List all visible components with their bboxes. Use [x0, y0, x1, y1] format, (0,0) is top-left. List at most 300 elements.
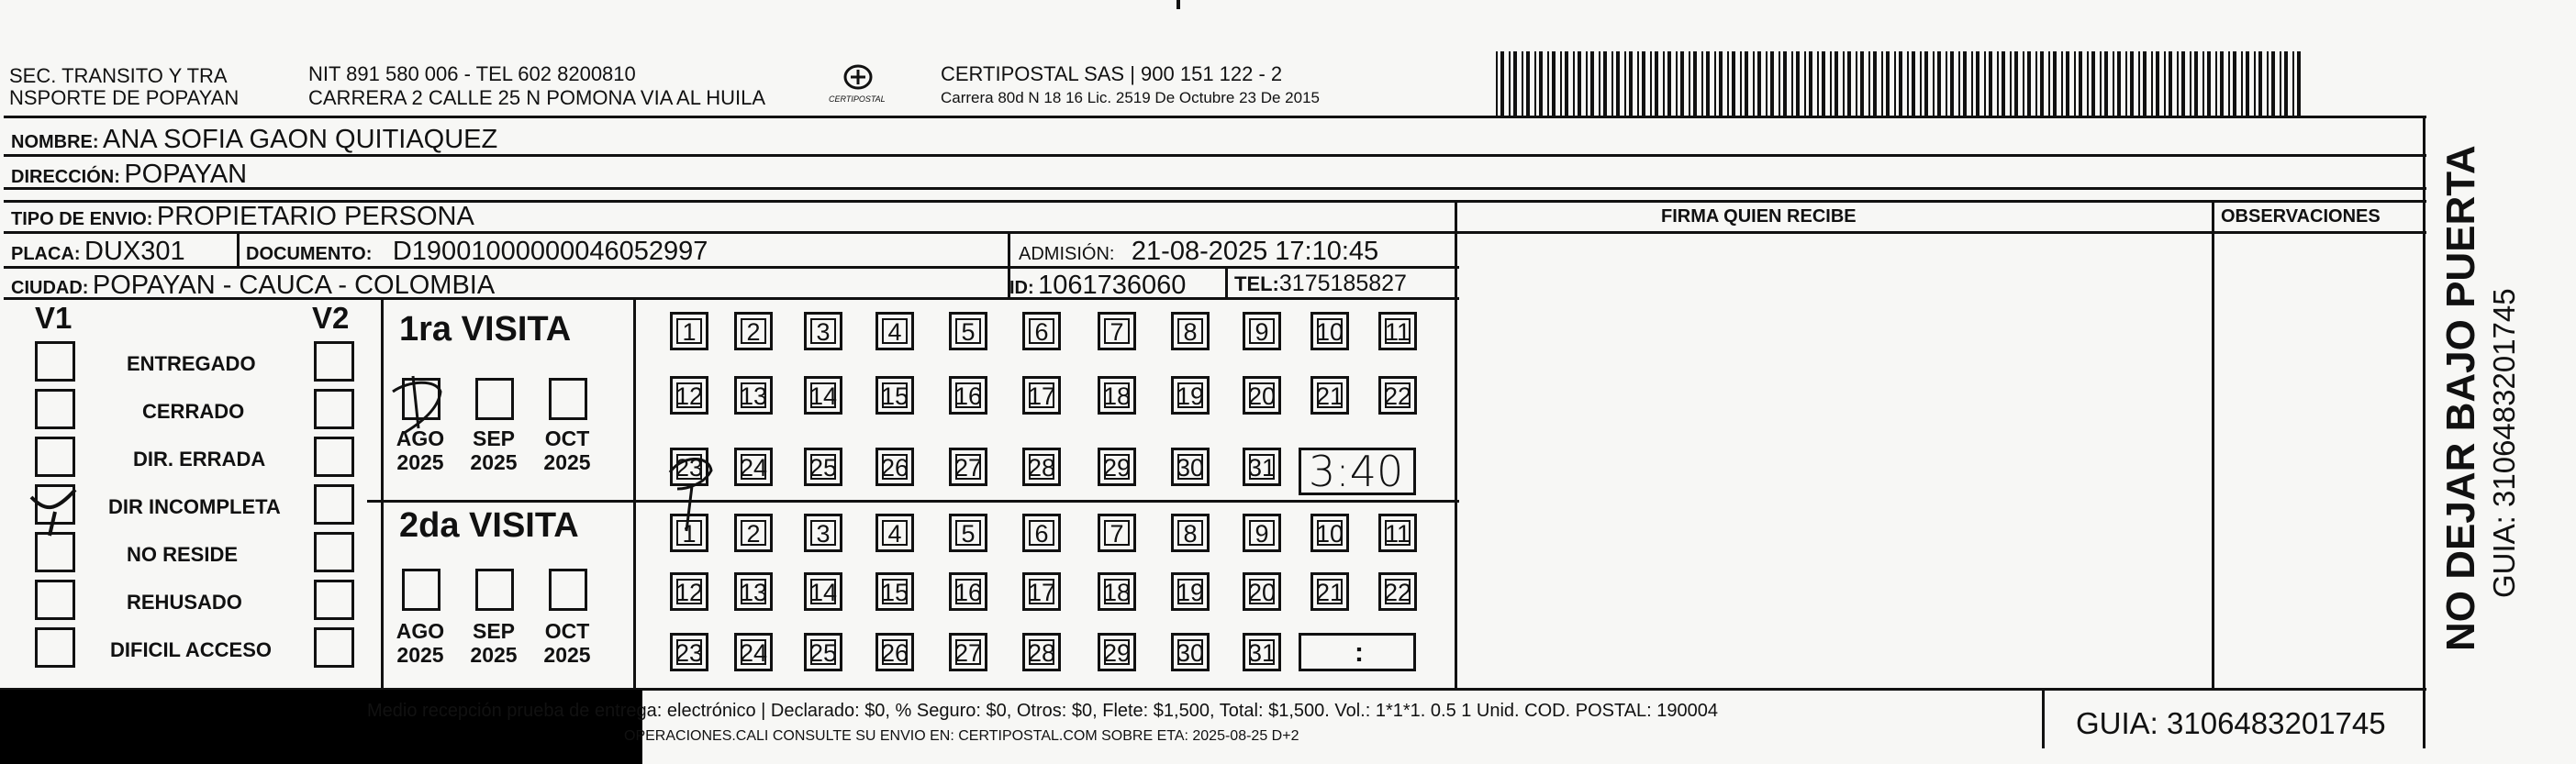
status-label: NO RESIDE [127, 543, 239, 566]
second-visit-day-16[interactable] [949, 572, 987, 611]
barcode-bar [2023, 51, 2024, 116]
second-visit-day-13[interactable] [734, 572, 773, 611]
day-number: 18 [1102, 382, 1132, 410]
barcode-bar [1817, 51, 1819, 116]
day-number: 31 [1247, 453, 1277, 482]
barcode-bar [2284, 51, 2288, 116]
barcode-bar [1912, 51, 1915, 116]
second-visit-day-19[interactable] [1171, 572, 1210, 611]
barcode-bar [2151, 51, 2153, 116]
second-month-box[interactable] [549, 569, 587, 611]
second-visit-day-7[interactable] [1098, 514, 1136, 552]
barcode-bar [1899, 51, 1902, 116]
second-visit-day-18[interactable] [1098, 572, 1136, 611]
month-label [540, 426, 595, 475]
barcode-bar [2091, 51, 2095, 116]
barcode-bar [1984, 51, 1986, 116]
day-number: 13 [739, 578, 768, 606]
second-visit-day-28[interactable] [1022, 633, 1061, 671]
first-visit-day-4[interactable] [875, 312, 914, 350]
day-inner-border [1104, 639, 1130, 665]
barcode-bar [2258, 51, 2262, 116]
barcode-bar [2164, 51, 2166, 116]
second-visit-day-17[interactable] [1022, 572, 1061, 611]
day-inner-border [1104, 318, 1130, 344]
barcode-bar [1924, 51, 1928, 116]
barcode-bar [2156, 51, 2159, 116]
barcode-bar [1989, 51, 1992, 116]
status-label: DIR. ERRADA [133, 448, 266, 471]
handwritten-check-ago [385, 371, 459, 436]
second-visit-day-24[interactable] [734, 633, 773, 671]
barcode-bar [2130, 51, 2134, 116]
day-number: 23 [675, 638, 704, 667]
barcode-bar [1843, 51, 1845, 116]
barcode-bar [2169, 51, 2172, 116]
second-visit-day-8[interactable] [1171, 514, 1210, 552]
tel-label: TEL: [1234, 272, 1279, 295]
first-visit-day-26[interactable] [875, 448, 914, 486]
placa-row [11, 238, 185, 265]
second-visit-day-3[interactable] [804, 514, 842, 552]
tel-value: 3175185827 [1278, 271, 1407, 296]
day-number: 28 [1027, 453, 1056, 482]
v1-checkbox-5[interactable] [35, 580, 75, 620]
company-name: CERTIPOSTAL SAS | 900 151 122 - 2 [941, 62, 1283, 85]
first-visit-day-11[interactable] [1378, 312, 1417, 350]
day-number: 14 [808, 578, 838, 606]
second-visit-day-23[interactable] [670, 633, 708, 671]
day-number: 17 [1027, 578, 1056, 606]
day-inner-border [955, 639, 981, 665]
day-inner-border [810, 318, 836, 344]
barcode-bar [1958, 51, 1960, 116]
barcode-bar [2254, 51, 2256, 116]
direccion-row [11, 161, 247, 188]
day-number: 20 [1247, 382, 1277, 410]
barcode-bar [1868, 51, 1870, 116]
first-visit-day-7[interactable] [1098, 312, 1136, 350]
first-visit-day-29[interactable] [1098, 448, 1136, 486]
first-visit-day-10[interactable] [1310, 312, 1349, 350]
certipostal-logo [831, 61, 886, 110]
barcode-bar [1834, 51, 1838, 116]
first-visit-day-24[interactable] [734, 448, 773, 486]
second-visit-day-14[interactable] [804, 572, 842, 611]
barcode-bar [1791, 51, 1793, 116]
speck [1176, 0, 1180, 9]
day-inner-border [1249, 579, 1275, 604]
barcode-bar [1770, 51, 1774, 116]
day-number: 12 [675, 382, 704, 410]
id-value: 1061736060 [1038, 271, 1187, 300]
tipo-value: PROPIETARIO PERSONA [156, 202, 474, 231]
day-inner-border [1177, 579, 1203, 604]
v2-checkbox-0[interactable] [314, 341, 354, 382]
sender-address: CARRERA 2 CALLE 25 N POMONA VIA AL HUILA [308, 86, 766, 109]
barcode-bar [1856, 51, 1857, 116]
barcode-bar [2271, 51, 2275, 116]
day-number: 11 [1384, 519, 1411, 548]
barcode-bar [1616, 51, 1620, 116]
barcode-bar [2233, 51, 2236, 116]
second-visit-day-26[interactable] [875, 633, 914, 671]
day-number: 5 [961, 317, 976, 346]
barcode-bar [2079, 51, 2082, 116]
day-inner-border [810, 579, 836, 604]
barcode-bar [2246, 51, 2249, 116]
first-visit-day-2[interactable] [734, 312, 773, 350]
day-inner-border [741, 454, 766, 480]
day-number: 3 [816, 317, 831, 346]
barcode-bar [2113, 51, 2114, 116]
day-number: 11 [1384, 317, 1411, 346]
day-number: 20 [1247, 578, 1277, 606]
day-number: 13 [739, 382, 768, 410]
day-inner-border [882, 382, 908, 408]
barcode-bar [1534, 51, 1536, 116]
day-inner-border [1249, 454, 1275, 480]
barcode-bar [1740, 51, 1742, 116]
time-box-second [1299, 633, 1416, 671]
month-name: SEP [472, 426, 516, 450]
v1-checkbox-2[interactable] [35, 437, 75, 477]
documento-value: D19001000000046052997 [392, 237, 708, 266]
day-inner-border [1104, 382, 1130, 408]
tipo-row [11, 204, 474, 230]
first-visit-day-21[interactable] [1310, 376, 1349, 415]
barcode-bar [1611, 51, 1613, 116]
barcode-bar [1680, 51, 1684, 116]
first-visit-day-1[interactable] [670, 312, 708, 350]
day-number: 21 [1315, 578, 1344, 606]
barcode-bar [1963, 51, 1967, 116]
month-year: 2025 [543, 643, 591, 668]
first-visit-day-18[interactable] [1098, 376, 1136, 415]
day-number: 5 [961, 519, 976, 548]
first-visit-day-22[interactable] [1378, 376, 1417, 415]
day-inner-border [1029, 382, 1054, 408]
second-visit-day-9[interactable] [1243, 514, 1281, 552]
day-inner-border [1177, 520, 1203, 546]
month-name: SEP [472, 619, 516, 643]
side-guia-block [2489, 139, 2526, 598]
second-visit-day-31[interactable] [1243, 633, 1281, 671]
footer-line-1: Medio recepción prueba de entrega: electrónico | Declarado: $0, % Seguro: $0, Otros: $0, Flete: $1,500, Total: $1,500. Vol.: 1*1*1. 0.5 1 Unid. COD. POSTAL: 190004 [367, 701, 1719, 721]
day-number: 19 [1176, 578, 1205, 606]
time-colon: : [1355, 637, 1364, 668]
barcode-bar [2194, 51, 2198, 116]
barcode-bar [1804, 51, 1806, 116]
day-number: 25 [808, 638, 838, 667]
day-inner-border [1029, 318, 1054, 344]
month-name: AGO [396, 426, 445, 450]
barcode-bar [2292, 51, 2294, 116]
day-inner-border [1385, 318, 1411, 344]
barcode-bar [1727, 51, 1729, 116]
day-number: 19 [1176, 382, 1205, 410]
barcode-bar [1894, 51, 1896, 116]
second-visit-day-22[interactable] [1378, 572, 1417, 611]
day-inner-border [741, 520, 766, 546]
first-visit-day-12[interactable] [670, 376, 708, 415]
second-visit-day-20[interactable] [1243, 572, 1281, 611]
day-inner-border [882, 318, 908, 344]
day-number: 2 [746, 519, 761, 548]
first-visit-day-17[interactable] [1022, 376, 1061, 415]
status-label: DIFICIL ACCESO [110, 638, 273, 661]
barcode-bar [2002, 51, 2005, 116]
day-number: 16 [953, 578, 983, 606]
first-visit-day-31[interactable] [1243, 448, 1281, 486]
day-number: 26 [880, 453, 909, 482]
ciudad-value: POPAYAN - CAUCA - COLOMBIA [92, 271, 496, 300]
second-visit-title: 2da VISITA [399, 506, 579, 545]
barcode-bar [2297, 51, 2301, 116]
footer-line-2: OPERACIONES.CALI CONSULTE SU ENVIO EN: CERTIPOSTAL.COM SOBRE ETA: 2025-08-25 D+2 [624, 728, 1299, 744]
day-inner-border [1385, 520, 1411, 546]
day-inner-border [1104, 520, 1130, 546]
barcode-bar [1539, 51, 1543, 116]
day-number: 4 [887, 519, 902, 548]
second-visit-day-21[interactable] [1310, 572, 1349, 611]
barcode-bar [2014, 51, 2018, 116]
ciudad-row [11, 272, 495, 299]
day-number: 16 [953, 382, 983, 410]
first-month-box[interactable] [475, 378, 514, 420]
month-year: 2025 [470, 643, 518, 668]
first-visit-day-28[interactable] [1022, 448, 1061, 486]
barcode-bar [1881, 51, 1883, 116]
barcode-bar [1526, 51, 1530, 116]
day-number: 15 [880, 578, 909, 606]
first-visit-day-3[interactable] [804, 312, 842, 350]
day-inner-border [1029, 454, 1054, 480]
barcode-bar [1650, 51, 1652, 116]
day-number: 24 [739, 638, 768, 667]
day-inner-border [676, 382, 702, 408]
logo-text: CERTIPOSTAL [829, 94, 886, 104]
barcode-bar [1766, 51, 1768, 116]
second-visit-day-11[interactable] [1378, 514, 1417, 552]
day-number: 9 [1255, 317, 1269, 346]
barcode-bar [1590, 51, 1594, 116]
day-inner-border [1249, 382, 1275, 408]
barcode-bar [2125, 51, 2127, 116]
day-inner-border [810, 520, 836, 546]
second-visit-day-15[interactable] [875, 572, 914, 611]
barcode-bar [2190, 51, 2191, 116]
month-year: 2025 [543, 450, 591, 475]
day-number: 29 [1102, 638, 1132, 667]
v2-checkbox-4[interactable] [314, 532, 354, 572]
day-number: 12 [675, 578, 704, 606]
handwritten-check-dir-incompleta [28, 484, 83, 539]
barcode-bar [2053, 51, 2057, 116]
day-number: 10 [1315, 317, 1344, 346]
second-visit-day-6[interactable] [1022, 514, 1061, 552]
first-visit-day-5[interactable] [949, 312, 987, 350]
barcode-bar [2087, 51, 2089, 116]
day-inner-border [676, 318, 702, 344]
barcode-bar [1693, 51, 1697, 116]
sender-line-1: SEC. TRANSITO Y TRA [9, 64, 228, 87]
day-number: 23 [675, 453, 704, 482]
second-visit-day-10[interactable] [1310, 514, 1349, 552]
day-inner-border [1177, 454, 1203, 480]
day-inner-border [810, 639, 836, 665]
id-row [1009, 272, 1186, 299]
day-inner-border [955, 318, 981, 344]
day-inner-border [955, 454, 981, 480]
day-number: 6 [1034, 519, 1049, 548]
day-inner-border [1029, 579, 1054, 604]
direccion-label: DIRECCIÓN: [11, 167, 120, 187]
second-month-box[interactable] [475, 569, 514, 611]
month-label [466, 426, 521, 475]
nombre-label: NOMBRE: [11, 132, 99, 152]
barcode-bar [1578, 51, 1581, 116]
barcode-bar [1753, 51, 1755, 116]
first-visit-day-8[interactable] [1171, 312, 1210, 350]
second-visit-day-25[interactable] [804, 633, 842, 671]
first-visit-day-25[interactable] [804, 448, 842, 486]
day-inner-border [1317, 520, 1343, 546]
second-visit-day-12[interactable] [670, 572, 708, 611]
day-number: 30 [1176, 453, 1205, 482]
barcode-bar [1496, 51, 1498, 116]
barcode-bar [2100, 51, 2102, 116]
day-inner-border [1317, 318, 1343, 344]
month-year: 2025 [396, 643, 444, 668]
v1-checkbox-6[interactable] [35, 627, 75, 668]
handwritten-mark-day [661, 436, 725, 537]
barcode-bar [1830, 51, 1832, 116]
day-number: 8 [1183, 519, 1198, 548]
barcode-bar [1907, 51, 1909, 116]
observaciones-header: OBSERVACIONES [2221, 206, 2381, 227]
first-visit-day-14[interactable] [804, 376, 842, 415]
day-number: 27 [953, 638, 983, 667]
day-number: 25 [808, 453, 838, 482]
first-visit-day-16[interactable] [949, 376, 987, 415]
barcode-bar [1624, 51, 1626, 116]
barcode-bar [1873, 51, 1877, 116]
barcode-bar [1547, 51, 1549, 116]
barcode-bar [1933, 51, 1935, 116]
barcode-bar [1809, 51, 1812, 116]
barcode-bar [1701, 51, 1703, 116]
day-inner-border [882, 579, 908, 604]
barcode-bar [2267, 51, 2269, 116]
barcode-bar [1997, 51, 1999, 116]
day-number: 6 [1034, 317, 1049, 346]
second-visit-day-5[interactable] [949, 514, 987, 552]
day-number: 30 [1176, 638, 1205, 667]
status-label: CERRADO [142, 400, 245, 423]
day-number: 2 [746, 317, 761, 346]
barcode-bar [1655, 51, 1658, 116]
second-month-box[interactable] [402, 569, 440, 611]
first-visit-day-19[interactable] [1171, 376, 1210, 415]
day-inner-border [741, 639, 766, 665]
first-month-box[interactable] [549, 378, 587, 420]
v2-checkbox-6[interactable] [314, 627, 354, 668]
barcode-bar [1822, 51, 1825, 116]
v2-checkbox-1[interactable] [314, 389, 354, 429]
nombre-row [11, 127, 497, 153]
barcode-bar [1920, 51, 1922, 116]
barcode-bar [1637, 51, 1639, 116]
barcode-bar [1560, 51, 1562, 116]
v2-header: V2 [312, 301, 350, 335]
second-visit-day-2[interactable] [734, 514, 773, 552]
barcode-bar [2181, 51, 2185, 116]
day-inner-border [1249, 639, 1275, 665]
month-label [393, 619, 448, 668]
day-number: 18 [1102, 578, 1132, 606]
first-visit-day-13[interactable] [734, 376, 773, 415]
v1-checkbox-1[interactable] [35, 389, 75, 429]
barcode-bar [1976, 51, 1979, 116]
barcode-bar [1950, 51, 1954, 116]
day-inner-border [1104, 454, 1130, 480]
second-visit-day-29[interactable] [1098, 633, 1136, 671]
day-number: 9 [1255, 519, 1269, 548]
second-visit-day-4[interactable] [875, 514, 914, 552]
first-visit-title: 1ra VISITA [399, 310, 572, 349]
second-visit-day-30[interactable] [1171, 633, 1210, 671]
day-inner-border [1249, 520, 1275, 546]
documento-label: DOCUMENTO: [246, 244, 373, 264]
day-inner-border [955, 382, 981, 408]
v2-checkbox-2[interactable] [314, 437, 354, 477]
day-inner-border [955, 579, 981, 604]
first-visit-day-20[interactable] [1243, 376, 1281, 415]
day-number: 10 [1315, 519, 1344, 548]
day-number: 1 [682, 317, 697, 346]
first-visit-day-6[interactable] [1022, 312, 1061, 350]
v2-checkbox-3[interactable] [314, 484, 354, 525]
v1-checkbox-0[interactable] [35, 341, 75, 382]
first-visit-day-30[interactable] [1171, 448, 1210, 486]
barcode-bar [2061, 51, 2063, 116]
day-inner-border [810, 382, 836, 408]
month-label [540, 619, 595, 668]
day-inner-border [882, 454, 908, 480]
month-name: AGO [396, 619, 445, 643]
day-number: 3 [816, 519, 831, 548]
barcode-bar [1642, 51, 1645, 116]
first-visit-day-9[interactable] [1243, 312, 1281, 350]
barcode-bar [1663, 51, 1665, 116]
first-visit-day-27[interactable] [949, 448, 987, 486]
barcode-bar [1971, 51, 1973, 116]
day-inner-border [1317, 579, 1343, 604]
day-number: 1 [682, 519, 697, 548]
second-visit-day-27[interactable] [949, 633, 987, 671]
month-year: 2025 [396, 450, 444, 475]
barcode-bar [1860, 51, 1864, 116]
nit-line: NIT 891 580 006 - TEL 602 8200810 [308, 62, 636, 85]
company-license: Carrera 80d N 18 16 Lic. 2519 De Octubre 23 De 2015 [941, 89, 1320, 106]
v2-checkbox-5[interactable] [314, 580, 354, 620]
first-visit-day-15[interactable] [875, 376, 914, 415]
barcode-bar [2207, 51, 2211, 116]
barcode-bar [1714, 51, 1716, 116]
day-number: 27 [953, 453, 983, 482]
day-number: 26 [880, 638, 909, 667]
